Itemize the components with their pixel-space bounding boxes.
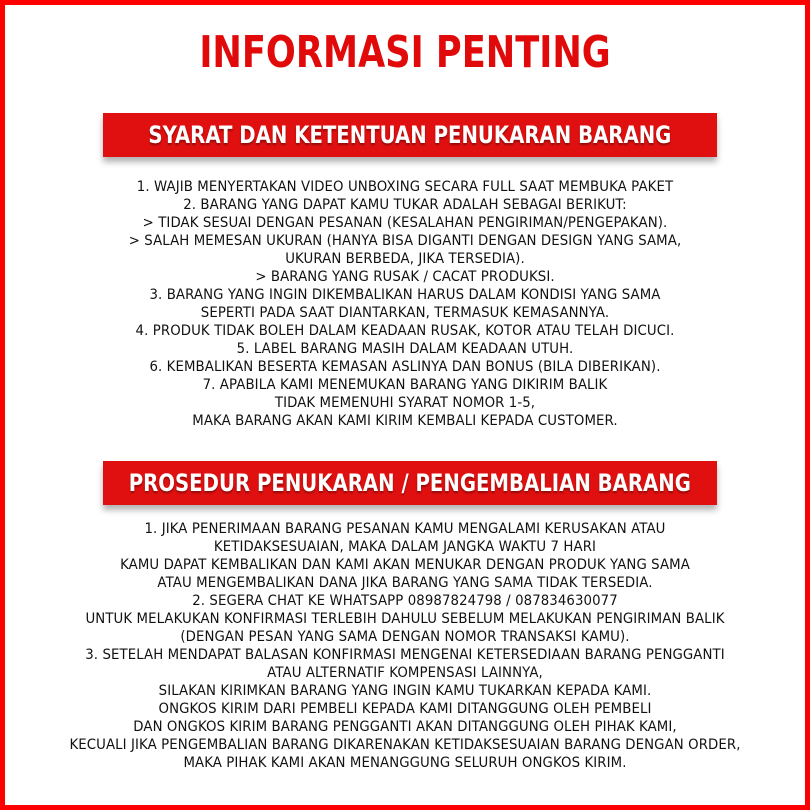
terms-line: SEPERTI PADA SAAT DIANTARKAN, TERMASUK KEMASANNYA. <box>200 305 610 321</box>
terms-line: 1. WAJIB MENYERTAKAN VIDEO UNBOXING SECARA FULL SAAT MEMBUKA PAKET <box>136 179 674 195</box>
procedure-line: MAKA PIHAK KAMI AKAN MENANGGUNG SELURUH ONGKOS KIRIM. <box>183 755 627 771</box>
procedure-line: ATAU MENGEMBALIKAN DANA JIKA BARANG YANG SAMA TIDAK TERSEDIA. <box>157 575 653 591</box>
section-heading-procedure: PROSEDUR PENUKARAN / PENGEMBALIAN BARANG <box>128 469 692 497</box>
terms-line: 3. BARANG YANG INGIN DIKEMBALIKAN HARUS DALAM KONDISI YANG SAMA <box>149 287 661 303</box>
procedure-line: (DENGAN PESAN YANG SAMA DENGAN NOMOR TRANSAKSI KAMU). <box>180 629 630 645</box>
page-title: INFORMASI PENTING <box>199 27 611 78</box>
terms-line: > BARANG YANG RUSAK / CACAT PRODUKSI. <box>255 269 555 285</box>
section-banner-procedure <box>103 461 717 505</box>
terms-line: 7. APABILA KAMI MENEMUKAN BARANG YANG DIKIRIM BALIK <box>202 377 608 393</box>
terms-line: 5. LABEL BARANG MASIH DALAM KEADAAN UTUH. <box>236 341 574 357</box>
section-heading-terms: SYARAT DAN KETENTUAN PENUKARAN BARANG <box>148 121 672 149</box>
terms-list <box>5 178 805 430</box>
terms-line: > TIDAK SESUAI DENGAN PESANAN (KESALAHAN PENGIRIMAN/PENGEPAKAN). <box>142 215 668 231</box>
procedure-list <box>5 520 805 772</box>
procedure-line: DAN ONGKOS KIRIM BARANG PENGGANTI AKAN DITANGGUNG OLEH PIHAK KAMI, <box>133 719 677 735</box>
terms-line: 2. BARANG YANG DAPAT KAMU TUKAR ADALAH SEBAGAI BERIKUT: <box>183 197 627 213</box>
procedure-line: KETIDAKSESUAIAN, MAKA DALAM JANGKA WAKTU 7 HARI <box>213 539 597 555</box>
terms-line: MAKA BARANG AKAN KAMI KIRIM KEMBALI KEPADA CUSTOMER. <box>192 413 618 429</box>
terms-line: UKURAN BERBEDA, JIKA TERSEDIA). <box>285 251 525 267</box>
procedure-line: ATAU ALTERNATIF KOMPENSASI LAINNYA, <box>267 665 543 681</box>
procedure-line: UNTUK MELAKUKAN KONFIRMASI TERLEBIH DAHULU SEBELUM MELAKUKAN PENGIRIMAN BALIK <box>85 611 725 627</box>
procedure-line: SILAKAN KIRIMKAN BARANG YANG INGIN KAMU TUKARKAN KEPADA KAMI. <box>158 683 652 699</box>
terms-line: > SALAH MEMESAN UKURAN (HANYA BISA DIGANTI DENGAN DESIGN YANG SAMA, <box>128 233 682 249</box>
procedure-line: ONGKOS KIRIM DARI PEMBELI KEPADA KAMI DITANGGUNG OLEH PEMBELI <box>158 701 652 717</box>
procedure-line: KAMU DAPAT KEMBALIKAN DAN KAMI AKAN MENUKAR DENGAN PRODUK YANG SAMA <box>120 557 690 573</box>
section-banner-terms <box>103 113 717 157</box>
terms-line: 6. KEMBALIKAN BESERTA KEMASAN ASLINYA DAN BONUS (BILA DIBERIKAN). <box>149 359 661 375</box>
terms-line: 4. PRODUK TIDAK BOLEH DALAM KEADAAN RUSAK, KOTOR ATAU TELAH DICUCI. <box>135 323 675 339</box>
procedure-line: KECUALI JIKA PENGEMBALIAN BARANG DIKARENAKAN KETIDAKSESUAIAN BARANG DENGAN ORDER, <box>69 737 741 753</box>
procedure-line: 3. SETELAH MENDAPAT BALASAN KONFIRMASI MENGENAI KETERSEDIAAN BARANG PENGGANTI <box>85 647 725 663</box>
procedure-line: 1. JIKA PENERIMAAN BARANG PESANAN KAMU MENGALAMI KERUSAKAN ATAU <box>144 521 666 537</box>
procedure-line: 2. SEGERA CHAT KE WHATSAPP 08987824798 / 087834630077 <box>192 593 618 609</box>
terms-line: TIDAK MEMENUHI SYARAT NOMOR 1-5, <box>274 395 536 411</box>
